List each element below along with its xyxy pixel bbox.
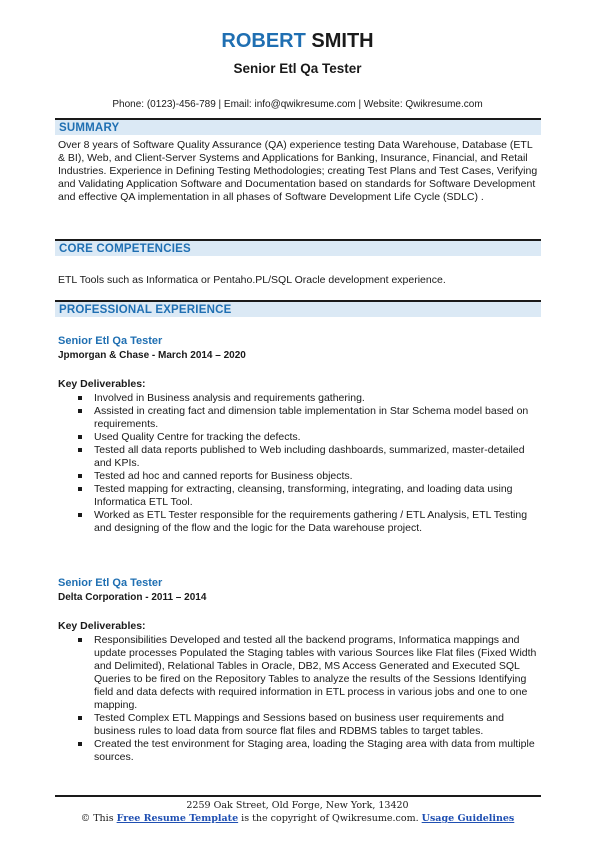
list-item — [58, 712, 538, 738]
list-item — [58, 738, 538, 764]
bullet-icon — [78, 638, 82, 642]
job-title: Senior Etl Qa Tester — [233, 61, 362, 76]
copyright-middle: is the copyright of Qwikresume.com. — [241, 813, 419, 824]
bullet-text: Created the test environment for Staging area, loading the Staging area with data from multiple sources. — [94, 738, 535, 763]
summary-text: Over 8 years of Software Quality Assurance (QA) experience testing Data Warehouse, Database (ETL & BI), Web, and Client-Server Systems and Applications for Banking, Insurance, Financial, and Retail Industries. Experience in Defining Testing Methodologies; creating Test Plans and Test Cases, Verifying and Validating Application Software and Documentation based on standards for Software Development and effective QA implementation in all phases of Software Development Life Cycle (SDLC) . — [58, 139, 538, 203]
list-item — [58, 405, 538, 431]
copyright-prefix: © This — [80, 813, 114, 824]
bullet-icon — [78, 409, 82, 413]
usage-guidelines-link[interactable]: Usage Guidelines — [421, 813, 515, 824]
bullet-text: Used Quality Centre for tracking the defects. — [94, 431, 301, 443]
bullet-text: Tested Complex ETL Mappings and Sessions based on business user requirements and business rules to load data from source flat files and RDBMS tables to target tables. — [94, 712, 504, 737]
footer-copyright — [0, 813, 595, 825]
list-item — [58, 444, 538, 470]
bullet-icon — [78, 513, 82, 517]
bullet-text: Tested all data reports published to Web including dashboards, summarized, master-detailed and KPIs. — [94, 444, 525, 469]
job-company: Jpmorgan & Chase - March 2014 – 2020 — [58, 350, 246, 361]
last-name: SMITH — [311, 30, 374, 52]
list-item — [58, 431, 538, 444]
competencies-heading-bar — [55, 239, 541, 256]
list-item — [58, 392, 538, 405]
experience-heading-bar — [55, 300, 541, 317]
deliverables-list — [58, 392, 538, 535]
list-item — [58, 634, 538, 712]
job-company: Delta Corporation - 2011 – 2014 — [58, 592, 207, 603]
bullet-text: Worked as ETL Tester responsible for the requirements gathering / ETL Analysis, ETL Testing and designing of the flow and the logic for the Data warehouse project. — [94, 509, 528, 534]
competencies-text: ETL Tools such as Informatica or Pentaho.PL/SQL Oracle development experience. — [58, 274, 446, 286]
footer-divider — [55, 795, 541, 797]
key-deliverables-label: Key Deliverables: — [58, 620, 146, 632]
bullet-text: Responsibilities Developed and tested all the backend programs, Informatica mappings and update processes Populated the Staging tables with various Sources like Flat files (Fixed Width and Delimited), Relational Tables in Oracle, DB2, MS Access Generated and Executed SQL Queries to be fired on the Repository Tables to analyze the results of the Sessions Identifying field and data defects with required information in ETL process in various jobs and one to one mapping. — [94, 634, 537, 711]
bullet-icon — [78, 742, 82, 746]
bullet-icon — [78, 435, 82, 439]
list-item — [58, 483, 538, 509]
list-item — [58, 470, 538, 483]
bullet-text: Tested mapping for extracting, cleansing, transforming, integrating, and loading data using Informatica ETL Tool. — [94, 483, 513, 508]
bullet-text: Involved in Business analysis and requirements gathering. — [94, 392, 365, 404]
bullet-text: Tested ad hoc and canned reports for Business objects. — [94, 470, 353, 482]
deliverables-list — [58, 634, 538, 764]
experience-heading: PROFESSIONAL EXPERIENCE — [59, 304, 232, 316]
summary-heading-bar — [55, 118, 541, 135]
bullet-icon — [78, 396, 82, 400]
key-deliverables-label: Key Deliverables: — [58, 378, 146, 390]
competencies-heading: CORE COMPETENCIES — [59, 243, 191, 255]
bullet-icon — [78, 448, 82, 452]
bullet-text: Assisted in creating fact and dimension table implementation in Star Schema model based on requirements. — [94, 405, 529, 430]
contact-line: Phone: (0123)-456-789 | Email: info@qwikresume.com | Website: Qwikresume.com — [112, 99, 483, 110]
bullet-icon — [78, 474, 82, 478]
job-role: Senior Etl Qa Tester — [58, 577, 163, 589]
summary-heading: SUMMARY — [59, 122, 120, 134]
bullet-icon — [78, 487, 82, 491]
job-role: Senior Etl Qa Tester — [58, 335, 163, 347]
list-item — [58, 509, 538, 535]
free-resume-template-link[interactable]: Free Resume Template — [116, 813, 239, 824]
candidate-name — [0, 29, 595, 53]
first-name: ROBERT — [221, 30, 306, 52]
footer-address: 2259 Oak Street, Old Forge, New York, 13420 — [186, 800, 409, 811]
bullet-icon — [78, 716, 82, 720]
